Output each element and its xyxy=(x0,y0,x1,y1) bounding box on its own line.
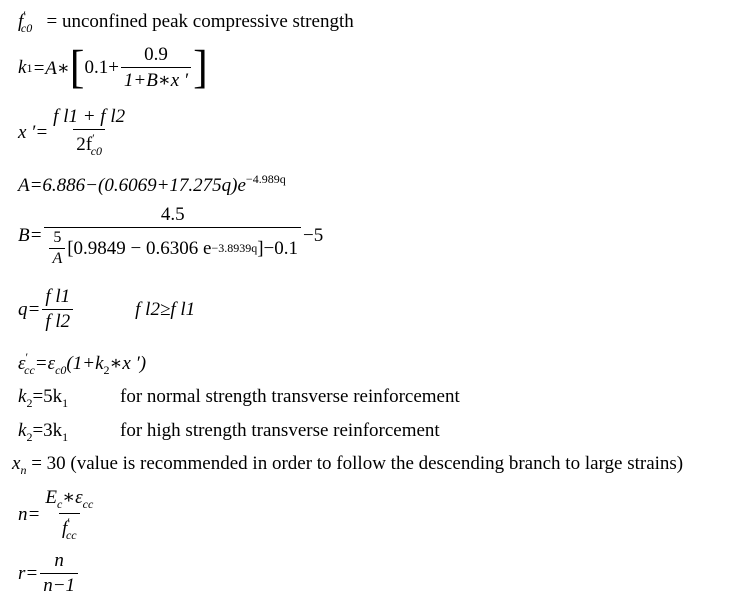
num-b-sub: cc xyxy=(82,497,94,511)
left-bracket: [ xyxy=(69,41,85,94)
eq-B xyxy=(18,204,323,268)
numerator: 0.9 xyxy=(144,44,168,65)
fraction xyxy=(40,550,78,597)
rhs-sub: c0 xyxy=(55,363,67,377)
lhs: k xyxy=(18,420,27,441)
fraction xyxy=(121,44,191,92)
inner-fraction xyxy=(49,229,65,268)
lhs: k xyxy=(18,386,27,407)
eq-r xyxy=(18,550,80,597)
subscript: c0 xyxy=(20,21,33,35)
denominator xyxy=(73,129,105,159)
eq-fc0-definition xyxy=(18,8,354,36)
fraction xyxy=(42,286,73,333)
num-a: E xyxy=(45,487,57,508)
expression: A=6.886−(0.6069+17.275q)e xyxy=(18,175,246,196)
numerator: f l1 xyxy=(45,286,71,307)
lhs-sub: 1 xyxy=(26,60,33,75)
lhs: x ′= xyxy=(18,121,49,143)
tail: ]−0.1 xyxy=(257,237,299,259)
constant: 0.1+ xyxy=(84,57,119,78)
rhs-sub: 1 xyxy=(62,430,69,444)
tail-sub: 2 xyxy=(103,363,110,377)
numerator xyxy=(42,486,96,513)
after: −5 xyxy=(303,225,324,246)
fraction xyxy=(42,486,96,543)
denominator xyxy=(59,513,80,543)
inner-num: 5 xyxy=(53,229,62,246)
lhs: n= xyxy=(18,503,41,525)
rhs-sub: 1 xyxy=(62,396,69,410)
right-bracket: ] xyxy=(193,41,208,94)
symbol-f: f xyxy=(18,11,24,32)
condition: f l2≥f l1 xyxy=(135,298,196,320)
den: f xyxy=(62,518,68,539)
eq-x-prime xyxy=(18,106,130,159)
lhs: k xyxy=(18,57,27,78)
lhs: x xyxy=(12,453,21,474)
eq-eps-cc xyxy=(18,350,146,378)
lhs: B= xyxy=(18,225,43,246)
lhs: r= xyxy=(18,562,39,584)
fraction xyxy=(50,106,128,159)
eq-k1 xyxy=(18,41,208,94)
eq-xn xyxy=(12,453,683,478)
numerator: f l1 + f l2 xyxy=(53,106,126,127)
denominator: 1+B∗x ′ xyxy=(121,67,191,92)
eq-q xyxy=(18,286,195,333)
rhs: =5k xyxy=(32,386,63,407)
eq-n xyxy=(18,486,98,543)
den-sub: c0 xyxy=(90,144,103,158)
text: = 30 (value is recommended in order to follow the descending branch to large strains) xyxy=(26,453,684,474)
lhs-sub: cc xyxy=(24,363,35,377)
lhs: q= xyxy=(18,298,41,320)
eq-k2-high xyxy=(18,420,440,445)
den-prime: ′ xyxy=(67,515,70,529)
rhs: =3k xyxy=(32,420,63,441)
definition-text: = unconfined peak compressive strength xyxy=(46,11,354,32)
eq-k2-normal xyxy=(18,386,460,411)
lhs-sub: n xyxy=(20,463,27,477)
lhs-sub: 2 xyxy=(26,430,33,444)
den-a: 2f xyxy=(76,134,93,155)
lhs-sub: 2 xyxy=(26,396,33,410)
note: for high strength transverse reinforcement xyxy=(120,420,440,441)
note: for normal strength transverse reinforcement xyxy=(120,386,460,407)
num-a-sub: c xyxy=(56,497,63,511)
denominator xyxy=(44,227,301,268)
prime: ′ xyxy=(23,8,26,22)
denominator: f l2 xyxy=(42,309,73,333)
inner-den: A xyxy=(49,248,65,268)
lhs: ε xyxy=(18,353,26,374)
numerator: 4.5 xyxy=(160,204,185,225)
den-sub: cc xyxy=(65,528,77,542)
denominator: n−1 xyxy=(40,573,78,597)
rhs: =ε xyxy=(34,353,56,374)
den-prime: ′ xyxy=(92,131,95,145)
eq-A xyxy=(18,172,286,197)
inner-expr: [0.9849 − 0.6306 e xyxy=(67,237,212,259)
exponent: −4.989q xyxy=(245,172,286,186)
mid: =A∗ xyxy=(32,57,70,79)
fraction xyxy=(44,204,301,268)
tail: (1+k xyxy=(66,353,104,374)
num-b: ∗ε xyxy=(62,487,83,508)
numerator: n xyxy=(54,550,64,571)
inner-exp: −3.8939q xyxy=(211,241,258,255)
lhs-prime: ′ xyxy=(25,350,29,364)
tail2: ∗x ′) xyxy=(109,353,147,374)
